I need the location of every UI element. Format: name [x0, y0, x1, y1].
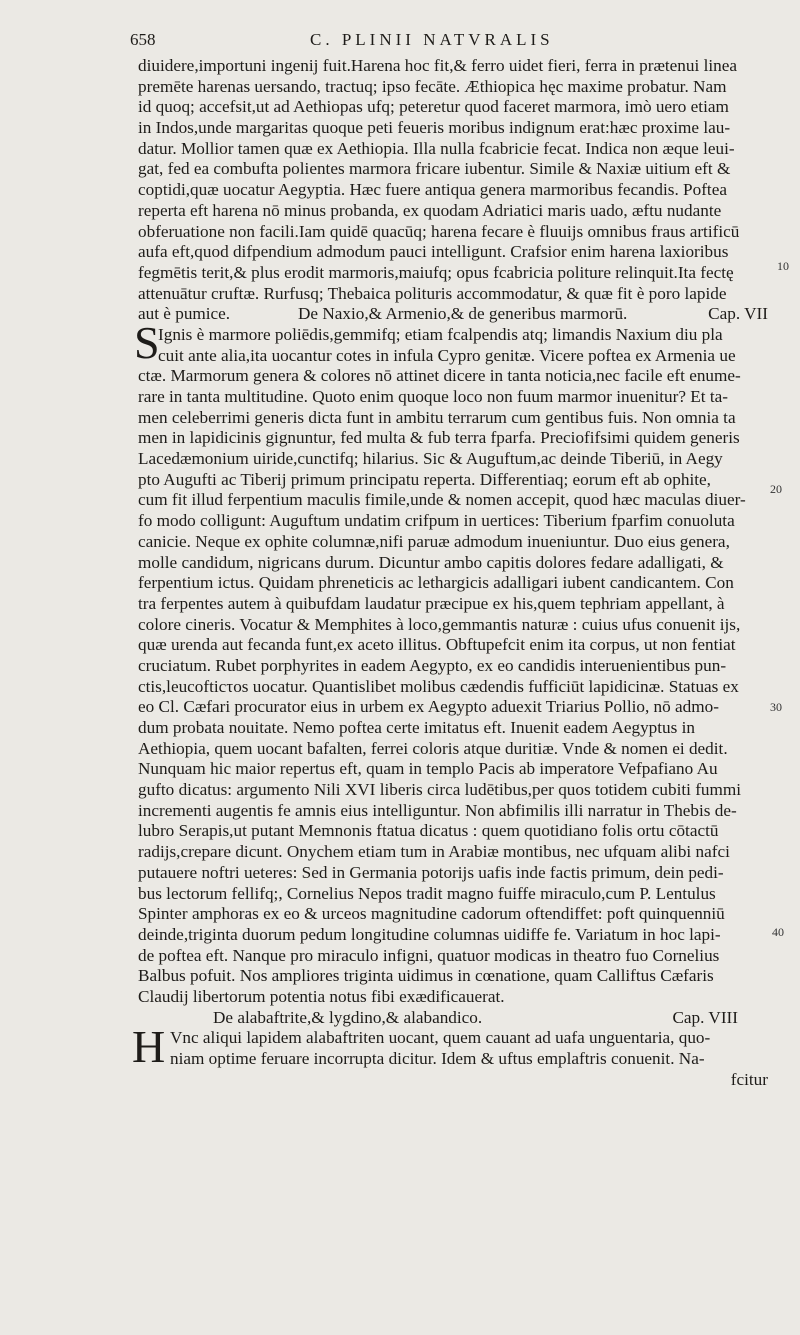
text-line: id quoq; accefsit,ut ad Aethiopas ufq; peteretur quod faceret marmora, imò uero etiam: [138, 97, 729, 117]
section-heading-8: De alabaftrite,& lygdino,& alabandico.: [213, 1007, 483, 1027]
text-line: radijs,crepare dicunt. Onychem etiam tum in Arabiæ montibus, nec ufquam alibi nafci: [138, 842, 730, 862]
margin-line-number: 10: [777, 259, 789, 273]
text-line: cum fit illud ferpentium maculis fimile,unde & nomen accepit, quod hæc maculas diuer-: [138, 490, 746, 510]
text-line: dum probata nouitate. Nemo poftea certe imitatus eft. Inuenit eadem Aegyptus in: [138, 718, 695, 737]
text-fragment: aut è pumice.: [138, 304, 231, 324]
text-line: niam optime feruare incorrupta dicitur. Idem & uftus emplaftris conuenit. Na-: [170, 1049, 705, 1068]
text-line: incrementi augentis fe amnis eius intelliguntur. Non abfimilis illi narratur in Thebis de-: [138, 800, 737, 820]
text-line: obferuatione non facili.Iam quidē quacūq; harena fecare è fluuijs omnibus fraus artificū: [138, 221, 740, 241]
text-line: eo Cl. Cæfari procurator eius in urbem ex Aegypto aduexit Triarius Pollio, nō admo-: [138, 697, 719, 717]
text-line: fo modo colligunt: Auguftum undatim crifpum in uertices: Tiberium fparfim conuoluta: [138, 511, 735, 531]
text-line: canicie. Neque ex ophite columnæ,nifi paruæ admodum inueniuntur. Duo eius genera,: [138, 531, 730, 551]
text-line: ferpentium ictus. Quidam phreneticis ac lethargicis adalligari iubent candicantem. Con: [138, 573, 734, 593]
text-line: deinde,triginta duorum pedum longitudine columnas uidiffe fe. Variatum in hoc lapi-: [138, 924, 721, 944]
text-line: diuidere,importuni ingenij fuit.Harena hoc fit,& ferro uidet fieri, ferra in prætenui linea: [138, 56, 737, 75]
text-line: putauere noftri ueteres: Sed in Germania potorijs uafis inde factis primum, dein pedi-: [138, 862, 724, 882]
text-line: rare in tanta multitudine. Quoto enim quoque loco non fuum marmor inuenitur? Et ta-: [138, 387, 728, 406]
margin-line-number: 20: [770, 482, 782, 496]
text-block: [132, 56, 768, 1090]
preceding-text: [138, 56, 768, 325]
text-line: tra ferpentes autem à quibufdam laudatur præcipue ex his,quem tephriam appellant, à: [138, 593, 725, 613]
text-line: Vnc aliqui lapidem alabaftriten uocant, quem cauant ad uafa unguentaria, quo-: [170, 1028, 711, 1048]
text-line: men in lapidicinis gignuntur, fed multa & fub terra fparfa. Preciofifsimi quidem generis: [138, 428, 740, 448]
section-heading-row-8: [138, 1008, 768, 1029]
text-line: lubro Serapis,ut putant Memnonis ftatua dicatus : quem quotidiano folis ortu cōtactū: [138, 821, 719, 841]
text-line: in Indos,unde margaritas quoque peti feueris moribus indignum erat:hæc proxime lau-: [138, 118, 731, 138]
margin-line-number: 40: [772, 925, 784, 939]
text-line: de poftea eft. Nanque pro miraculo infigni, quatuor modicas in theatro fuo Cornelius: [138, 945, 720, 965]
text-line: Ignis è marmore poliēdis,gemmifq; etiam fcalpendis atq; limandis Naxium diu pla: [158, 324, 723, 344]
text-line: datur. Mollior tamen quæ ex Aethiopia. Illa nulla fcabricie fecat. Indica non æque leui-: [138, 138, 735, 158]
text-line: reperta eft harena nō minus probanda, ex quodam Adriatici maris uado, æftu nudante: [138, 200, 722, 220]
page-header: [130, 30, 770, 56]
text-line: attenuātur cruftæ. Rurfusq; Thebaica polituris accommodatur, & quæ fit è poro lapide: [138, 283, 727, 303]
text-line: Nunquam hic maior repertus eft, quam in templo Pacis ab imperatore Vefpafiano Au: [138, 759, 718, 779]
text-line: men celeberrimi generis dicta funt in ambitu terrarum cum gentibus fuis. Non omnia ta: [138, 407, 736, 427]
text-line-with-heading: [138, 304, 768, 325]
text-line: Lacedæmonium uiride,cunctifq; hilarius. Sic & Auguftum,ac deinde Tiberiū, in Aegy: [138, 449, 723, 469]
text-line: Spinter amphoras ex eo & urceos magnitudine cadorum oftendiffet: poft quinquenniū: [138, 904, 725, 924]
chapter-number-8: Cap. VIII: [672, 1007, 738, 1027]
text-line: gufto dicatus: argumento Nili XVI liberis circa ludētibus,per quos totidem cubiti fummi: [138, 780, 742, 800]
catchword: fcitur: [730, 1069, 768, 1089]
text-line: quæ urenda aut fecanda funt,ex aceto illitus. Obftupefcit enim ita corpus, ut non fentiat: [138, 635, 736, 655]
section-heading-7: De Naxio,& Armenio,& de generibus marmorū.: [298, 304, 628, 324]
section-8: [132, 1021, 768, 1090]
text-line: pto Augufti ac Tiberij primum principatu reperta. Differentiaq; eorum eft ab ophite,: [138, 469, 711, 489]
drop-cap-initial: H: [132, 1021, 166, 1073]
text-line: ctis,leucofticτos uocatur. Quantislibet molibus cædendis fufficiūt lapidicinæ. Statuas ex: [138, 676, 739, 696]
text-line: Aethiopia, quem uocant bafalten, ferrei coloris atque duritiæ. Vnde & nomen ei dedit.: [138, 738, 728, 758]
text-line: fegmētis terit,& plus erodit marmoris,maiufq; opus fcabricia politure relinquit.Ita fectę: [138, 262, 734, 282]
text-line: bus lectorum fellifq;, Cornelius Nepos tradit magno fuiffe miraculo,cum P. Lentulus: [138, 883, 716, 903]
section-7: [134, 316, 768, 1008]
text-line: cruciatum. Rubet porphyrites in eadem Aegypto, ex eo candidis interuenientibus pun-: [138, 655, 727, 675]
drop-cap-initial: S: [134, 316, 160, 368]
text-line: ctæ. Marmorum genera & colores nō attinet dicere in tanta noticia,nec facile eft enume-: [138, 366, 741, 386]
text-line: coptidi,quæ uocatur Aegyptia. Hæc fuere antiqua genera marmoribus fecandis. Poftea: [138, 180, 727, 200]
running-title: C. PLINII NATVRALIS: [310, 30, 554, 49]
text-line: Balbus pofuit. Nos ampliores triginta uidimus in cœnatione, quam Calliftus Cæfaris: [138, 966, 714, 986]
chapter-number-7: Cap. VII: [708, 304, 768, 324]
text-line: molle candidum, nigricans durum. Dicuntur ambo capitis dolores fedare adalligati, &: [138, 552, 724, 572]
text-line: Claudij libertorum potentia notus fibi exædificauerat.: [138, 986, 505, 1006]
page-number: 658: [130, 30, 156, 49]
text-line: cuit ante alia,ita uocantur cotes in infula Cypro genitæ. Vicere poftea ex Armenia ue: [158, 345, 736, 365]
margin-line-number: 30: [770, 700, 782, 714]
text-line: aufa eft,quod difpendium admodum pauci intelligunt. Crafsior enim harena laxioribus: [138, 242, 729, 262]
text-line: gat, fed ea combufta polientes marmora fricare iubentur. Simile & Naxiæ uitium eft &: [138, 159, 731, 179]
text-line: premēte harenas uersando, tractuq; ipso fecāte. Æthiopica hęc maxime probatur. Nam: [138, 76, 727, 96]
text-line: colore cineris. Vocatur & Memphites à loco,gemmantis naturæ : cuius ufus conuenit ijs,: [138, 614, 741, 634]
